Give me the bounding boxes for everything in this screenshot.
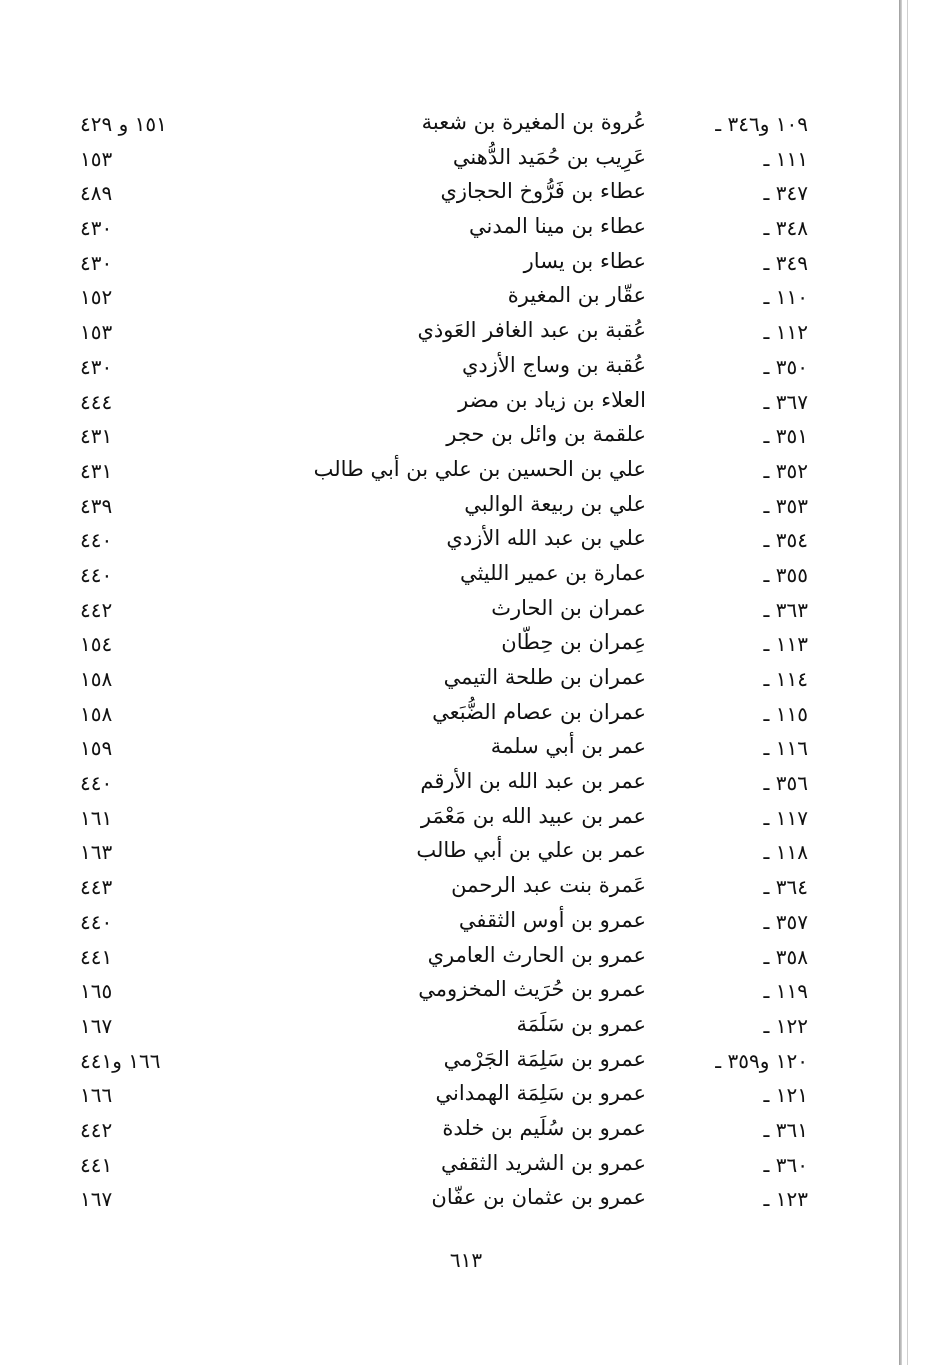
- entry-page: ١٦٦ و٤٤١: [80, 1048, 161, 1073]
- entry-page: ١٥٨: [80, 701, 113, 726]
- index-entry: [0, 490, 932, 525]
- entry-name: عمر بن علي بن أبي طالب: [416, 838, 646, 863]
- entry-name: علقمة بن وائل بن حجر: [446, 422, 646, 447]
- entry-number: ١٢٣ ـ: [763, 1187, 808, 1212]
- entry-name: عمرو بن سَلَمَة: [516, 1011, 646, 1036]
- index-entry: [0, 836, 932, 871]
- index-entry: [0, 212, 932, 247]
- index-entry: [0, 1079, 932, 1114]
- entry-name: عمران بن عصام الضُّبَعي: [432, 699, 646, 724]
- entry-page: ١٥٣: [80, 320, 113, 345]
- entry-name: عطاء بن مينا المدني: [469, 214, 646, 239]
- entry-name: عقّار بن المغيرة: [507, 283, 646, 308]
- entry-name: عمر بن عبد الله بن الأرقم: [420, 769, 646, 794]
- entry-page: ٤٤٠: [80, 771, 113, 796]
- entry-name: عمرو بن الحارث العامري: [427, 942, 646, 967]
- entry-name: عمران بن طلحة التيمي: [443, 665, 646, 689]
- entry-page: ٤٤٠: [80, 562, 113, 587]
- entry-page: ١٥٢: [80, 285, 113, 310]
- index-entry: [0, 247, 932, 282]
- entry-name: عُروة بن المغيرة بن شعبة: [421, 110, 646, 134]
- entry-number: ١١٦ ـ: [763, 736, 808, 761]
- entry-name: علي بن الحسين بن علي بن أبي طالب: [313, 456, 646, 481]
- entry-page: ١٦٧: [80, 1187, 113, 1212]
- entry-name: عمر بن أبي سلمة: [490, 734, 646, 759]
- entry-number: ٣٥١ ـ: [763, 424, 808, 449]
- entry-name: عمرو بن عثمان بن عفّان: [431, 1185, 646, 1210]
- entry-number: ١١٢ ـ: [763, 320, 808, 345]
- entry-name: عمرو بن سَلِمَة الهمداني: [435, 1081, 646, 1106]
- index-entry: [0, 1114, 932, 1149]
- entry-name: عُقبة بن وساج الأزدي: [461, 352, 646, 377]
- entry-number: ٣٦٣ ـ: [763, 597, 808, 622]
- index-entry: [0, 975, 932, 1010]
- index-entry: [0, 698, 932, 733]
- index-entry: [0, 177, 932, 212]
- entry-name: عطاء بن يسار: [523, 248, 646, 273]
- entry-page: ٤٤٢: [80, 1117, 113, 1142]
- entry-page: ١٦٧: [80, 1013, 113, 1038]
- entry-page: ٤٤٢: [80, 597, 113, 622]
- entry-name: عَرِيب بن حُمَيد الدُّهني: [452, 144, 646, 169]
- entry-number: ١٠٩ و٣٤٦ ـ: [715, 112, 808, 136]
- index-entry: [0, 906, 932, 941]
- entry-name: عَمرة بنت عبد الرحمن: [451, 873, 646, 898]
- entry-page: ١٦٣: [80, 840, 113, 865]
- index-entry: [0, 628, 932, 663]
- index-entry: [0, 281, 932, 316]
- entry-number: ٣٦٠ ـ: [763, 1152, 808, 1177]
- entry-number: ٣٤٩ ـ: [763, 250, 808, 275]
- entry-page: ١٥١ و ٤٢٩: [80, 112, 167, 136]
- entry-page: ١٦١: [80, 805, 113, 830]
- entry-number: ١١٥ ـ: [763, 701, 808, 726]
- index-entry: [0, 108, 932, 143]
- entry-name: عِمران بن حِطّان: [501, 630, 646, 655]
- entry-name: عمرو بن سُلَيم بن خلدة: [442, 1115, 646, 1140]
- entry-name: عُقبة بن عبد الغافر العَوذي: [417, 318, 646, 343]
- entry-name: عطاء بن فَرُّوخ الحجازي: [440, 179, 646, 204]
- index-entry: [0, 455, 932, 490]
- entry-page: ٤٣١: [80, 424, 113, 449]
- entry-page: ٤٨٩: [80, 181, 113, 206]
- entry-page: ٤٤٠: [80, 909, 113, 934]
- index-entry: [0, 941, 932, 976]
- entry-name: عمارة بن عمير الليثي: [459, 560, 646, 585]
- entry-page: ١٦٦: [80, 1083, 113, 1108]
- entry-name: عمرو بن أوس الثقفي: [458, 907, 646, 932]
- entry-number: ٣٤٧ ـ: [763, 181, 808, 206]
- entry-number: ٣٦٧ ـ: [763, 389, 808, 414]
- entry-number: ١٢٠ و٣٥٩ ـ: [715, 1048, 808, 1073]
- entry-number: ١٢٢ ـ: [763, 1013, 808, 1038]
- entry-number: ٣٥٨ ـ: [763, 944, 808, 969]
- entry-number: ١١٣ ـ: [763, 632, 808, 657]
- entry-page: ١٥٣: [80, 146, 113, 171]
- entry-number: ١١٠ ـ: [763, 285, 808, 310]
- entry-name: عمرو بن حُرَيث المخزومي: [418, 977, 646, 1002]
- index-entry: [0, 1045, 932, 1080]
- index-entry: [0, 143, 932, 178]
- index-entry: [0, 1010, 932, 1045]
- entry-number: ٣٤٨ ـ: [763, 216, 808, 241]
- entry-number: ٣٥٧ ـ: [763, 909, 808, 934]
- entry-name: عمران بن الحارث: [491, 595, 646, 620]
- entry-number: ٣٦١ ـ: [763, 1117, 808, 1142]
- entry-page: ٤٤١: [80, 1152, 113, 1177]
- index-entry: [0, 316, 932, 351]
- index-entry: [0, 351, 932, 386]
- index-entry: [0, 767, 932, 802]
- entry-number: ١١٧ ـ: [763, 805, 808, 830]
- index-entry: [0, 802, 932, 837]
- entry-number: ١١٩ ـ: [763, 979, 808, 1004]
- index-entry: [0, 594, 932, 629]
- index-list: [0, 108, 932, 1218]
- entry-number: ٣٥٤ ـ: [763, 528, 808, 553]
- entry-name: عمرو بن سَلِمَة الجَرْمي: [443, 1046, 646, 1071]
- index-entry: [0, 1149, 932, 1184]
- entry-page: ٤٣١: [80, 458, 113, 483]
- index-entry: [0, 663, 932, 698]
- entry-page: ٤٤٠: [80, 528, 113, 553]
- index-entry: [0, 559, 932, 594]
- index-entry: [0, 732, 932, 767]
- entry-number: ٣٦٤ ـ: [763, 875, 808, 900]
- entry-number: ٣٥٣ ـ: [763, 493, 808, 518]
- entry-number: ١١٨ ـ: [763, 840, 808, 865]
- entry-page: ١٥٩: [80, 736, 113, 761]
- index-entry: [0, 386, 932, 421]
- entry-page: ١٥٤: [80, 632, 113, 657]
- entry-number: ١١٤ ـ: [763, 667, 808, 691]
- entry-page: ٤٣٠: [80, 250, 113, 275]
- entry-number: ٣٥٦ ـ: [763, 771, 808, 796]
- entry-name: عمر بن عبيد الله بن مَعْمَر: [420, 803, 646, 828]
- entry-page: ٤٣٠: [80, 354, 113, 379]
- entry-page: ٤٣٩: [80, 493, 113, 518]
- index-entry: [0, 871, 932, 906]
- entry-name: علي بن عبد الله الأزدي: [446, 526, 646, 551]
- entry-name: العلاء بن زياد بن مضر: [458, 387, 646, 412]
- index-entry: [0, 420, 932, 455]
- entry-page: ٤٤١: [80, 944, 113, 969]
- entry-number: ١٢١ ـ: [763, 1083, 808, 1108]
- entry-number: ٣٥٠ ـ: [763, 354, 808, 379]
- entry-number: ٣٥٢ ـ: [763, 458, 808, 483]
- entry-number: ١١١ ـ: [763, 146, 808, 171]
- index-entry: [0, 524, 932, 559]
- entry-page: ٤٤٤: [80, 389, 113, 414]
- page-number: ٦١٣: [449, 1248, 483, 1272]
- entry-page: ١٦٥: [80, 979, 113, 1004]
- entry-number: ٣٥٥ ـ: [763, 562, 808, 587]
- entry-name: علي بن ربيعة الوالبي: [464, 491, 646, 516]
- index-entry: [0, 1183, 932, 1218]
- entry-page: ٤٤٣: [80, 875, 113, 900]
- entry-page: ١٥٨: [80, 667, 113, 691]
- entry-page: ٤٣٠: [80, 216, 113, 241]
- entry-name: عمرو بن الشريد الثقفي: [441, 1150, 646, 1175]
